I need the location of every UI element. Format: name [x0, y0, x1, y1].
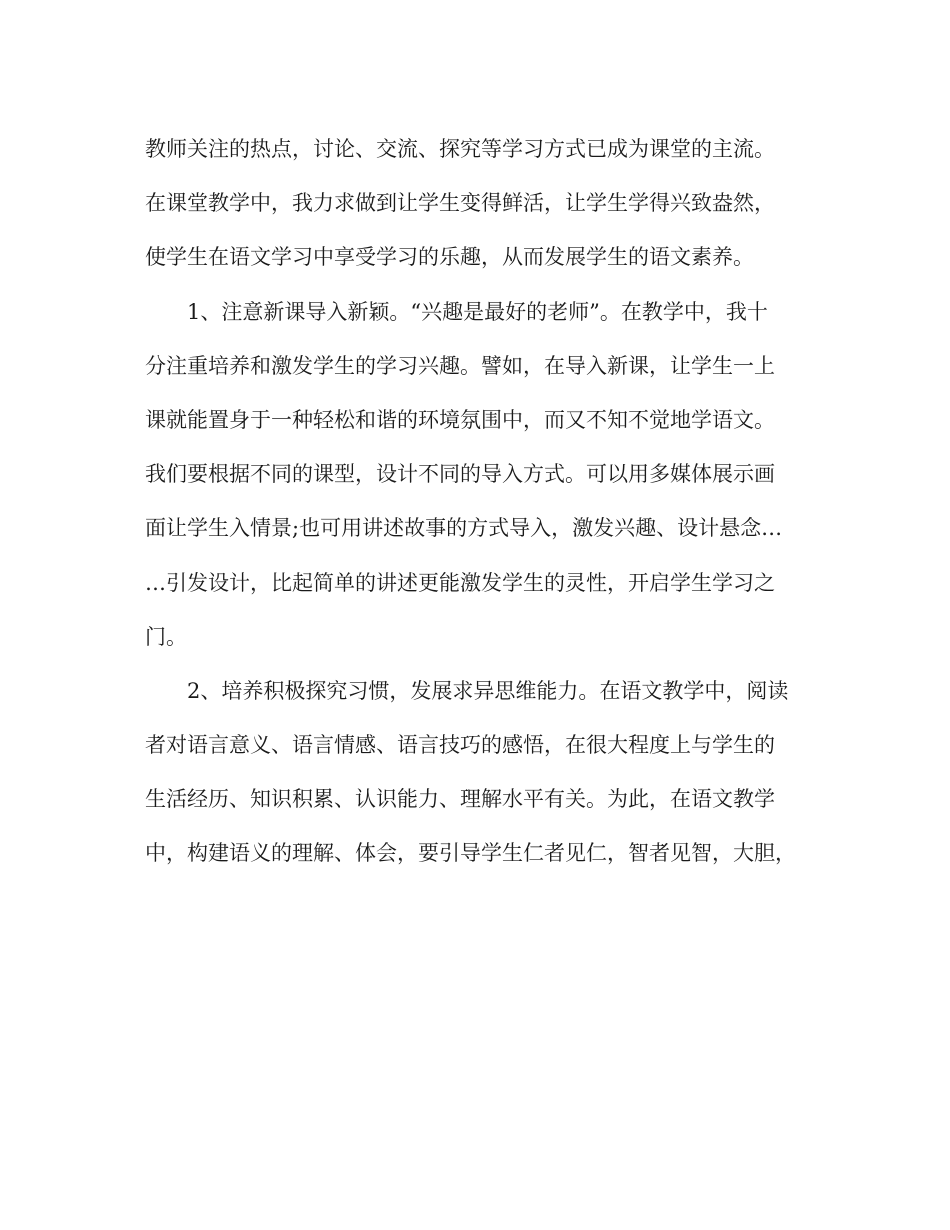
- text-line: 课就能置身于一种轻松和谐的环境氛围中，而又不知不觉地学语文。: [145, 407, 775, 432]
- text-line: …引发设计，比起简单的讲述更能激发学生的灵性，开启学生学习之: [145, 570, 775, 595]
- text-line: 面让学生入情景;也可用讲述故事的方式导入，激发兴趣、设计悬念…: [145, 516, 783, 541]
- text-line: 教师关注的热点，讨论、交流、探究等学习方式已成为课堂的主流。: [145, 137, 775, 161]
- text-line: 生活经历、知识积累、认识能力、理解水平有关。为此，在语文教学: [145, 787, 775, 812]
- text-line: 我们要根据不同的课型，设计不同的导入方式。可以用多媒体展示画: [145, 462, 775, 487]
- text-line: 中，构建语义的理解、体会，要引导学生仁者见仁，智者见智，大胆，: [145, 841, 796, 866]
- text-line: 在课堂教学中，我力求做到让学生变得鲜活，让学生学得兴致盎然，: [145, 191, 775, 216]
- text-line: 者对语言意义、语言情感、语言技巧的感悟，在很大程度上与学生的: [145, 733, 775, 758]
- paragraph-1-first-line: 1、注意新课导入新颖。“兴趣是最好的老师”。在教学中，我十: [187, 299, 768, 324]
- text-line: 门。: [145, 624, 187, 649]
- paragraph-2-first-line: 2、培养积极探究习惯，发展求异思维能力。在语文教学中，阅读: [187, 678, 789, 703]
- body-text: [145, 122, 815, 881]
- text-line: 分注重培养和激发学生的学习兴趣。譬如，在导入新课，让学生一上: [145, 353, 775, 378]
- text-line: 使学生在语文学习中享受学习的乐趣，从而发展学生的语文素养。: [145, 245, 754, 270]
